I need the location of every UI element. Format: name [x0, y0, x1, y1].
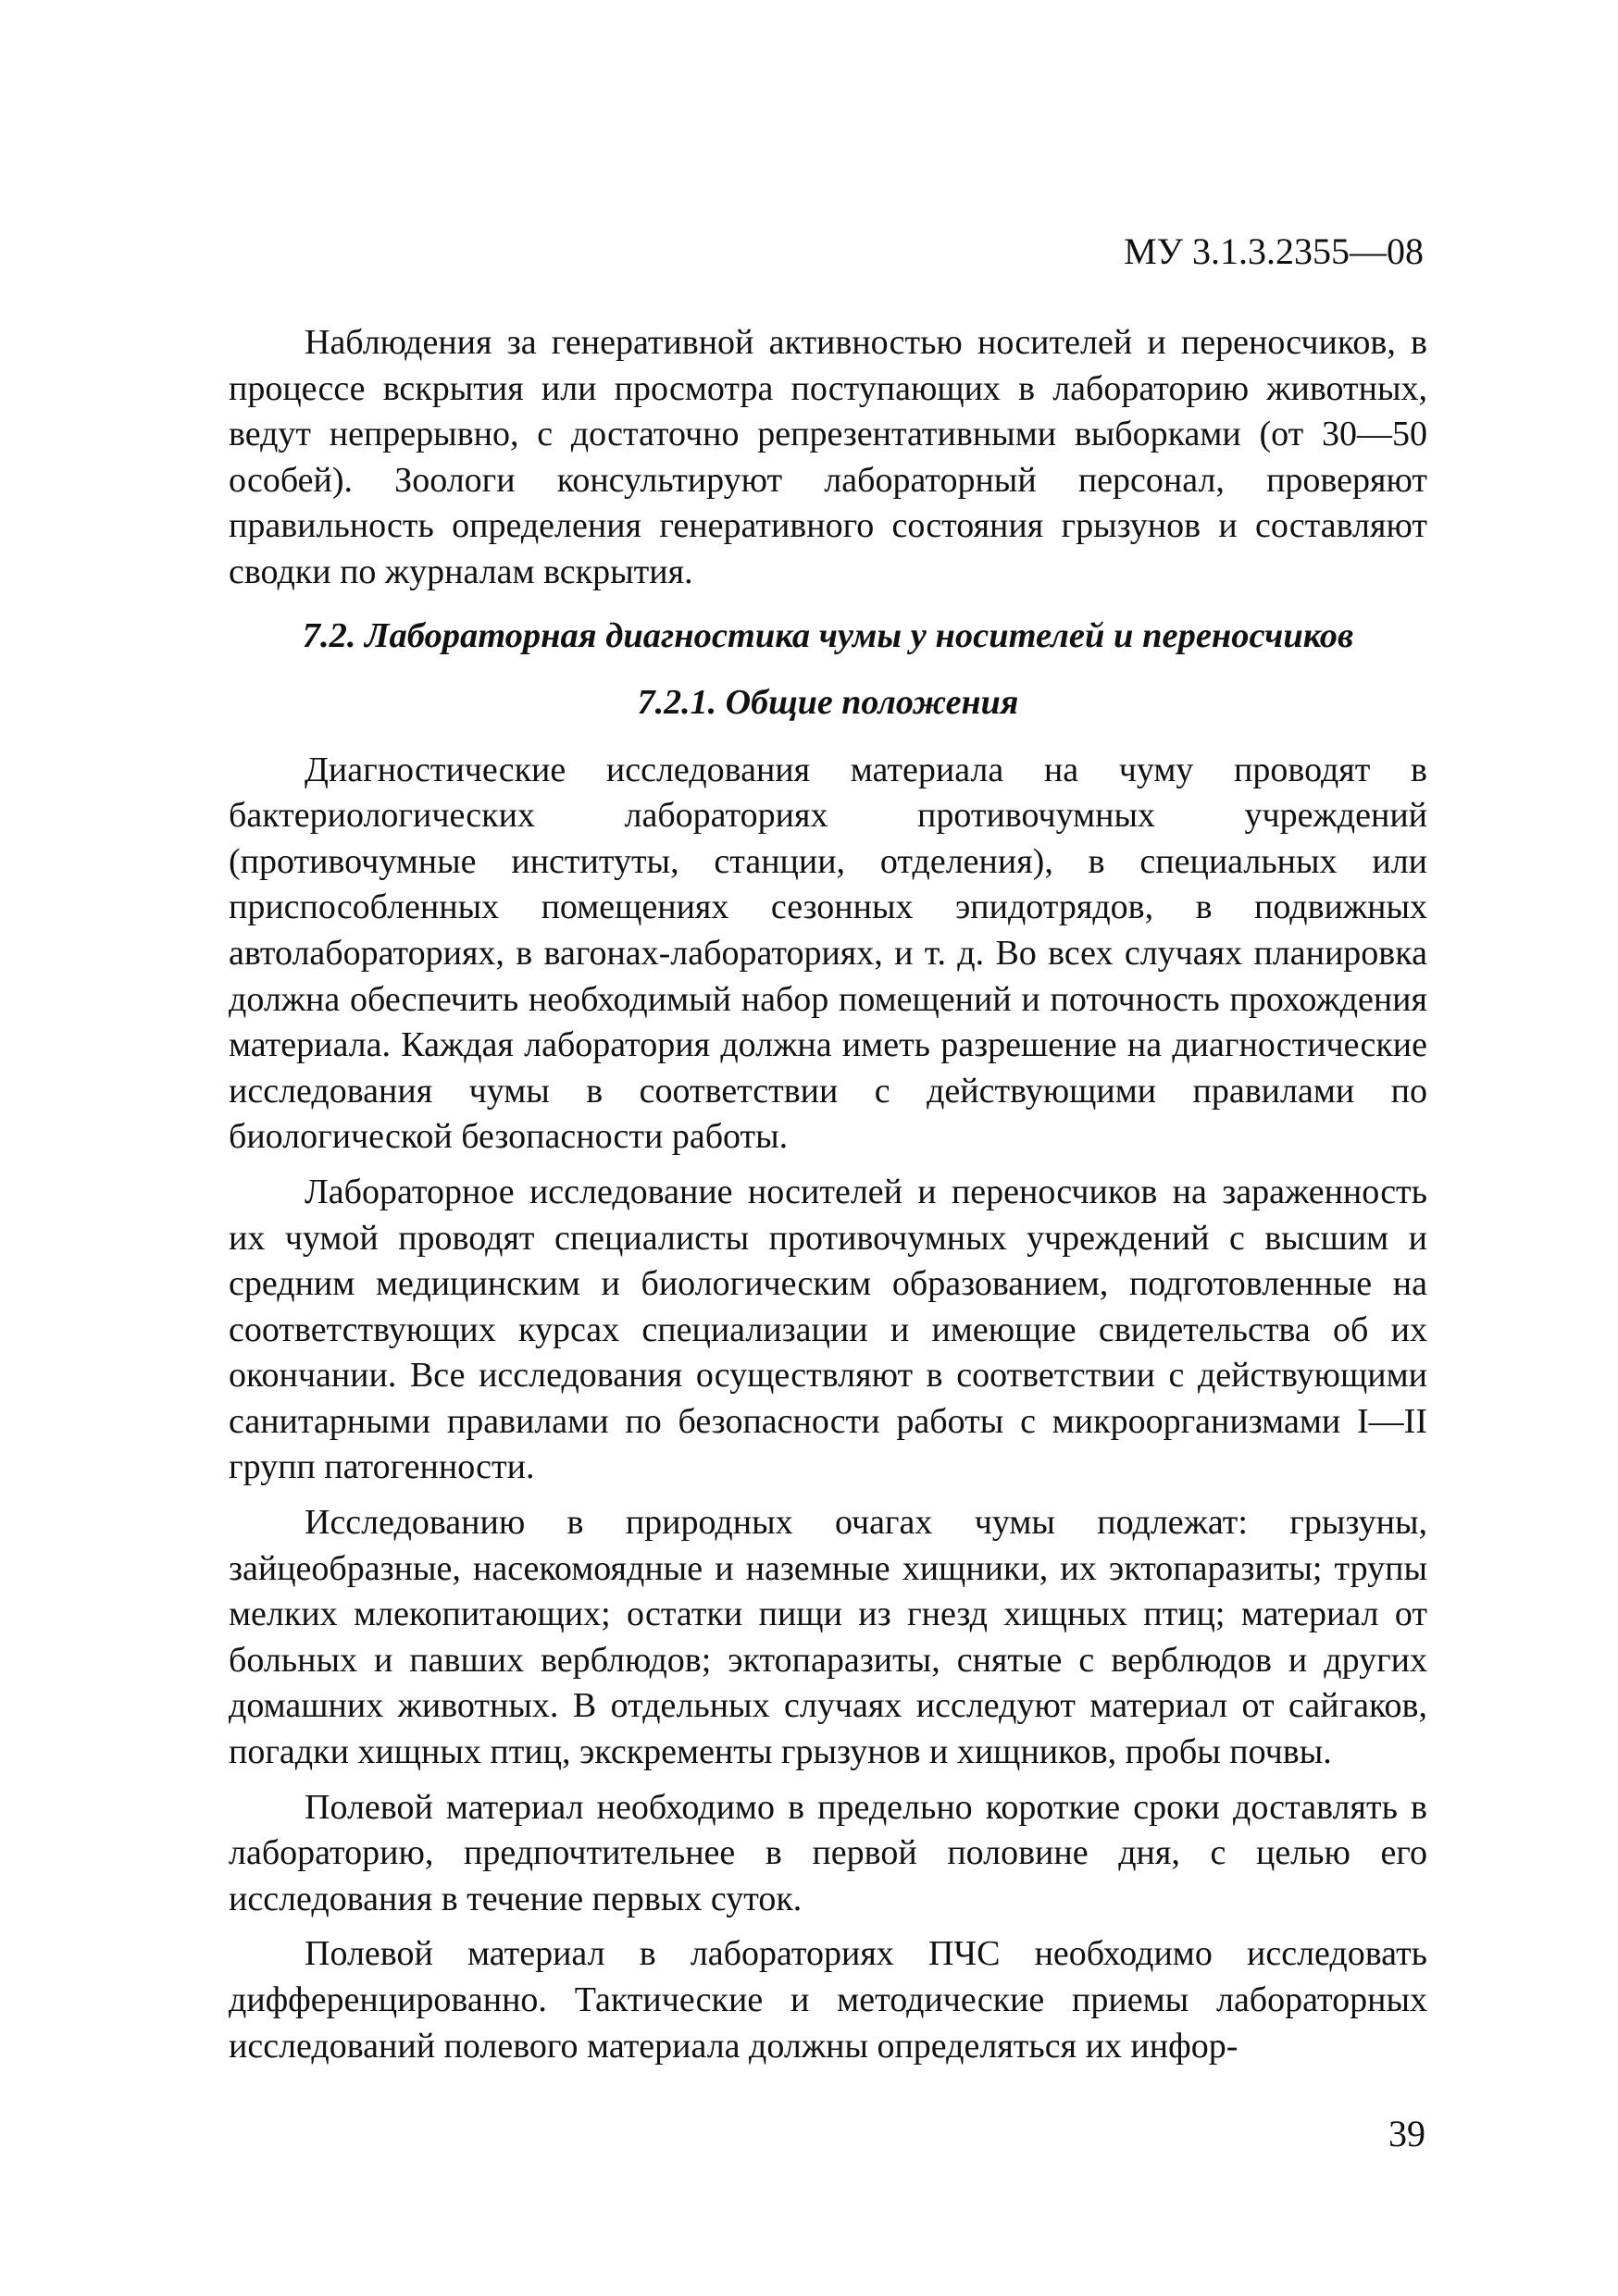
paragraph-diagnostic-labs: Диагностические исследования материала на чуму проводят в бактериологических лабораториях противочумных учреждений (противочумные институты, станции, отделения), в специальных или приспособленных помещениях сезонных эпидотрядов, в подвижных автолабораториях, в вагонах-лабораториях, и т. д. Во всех случаях планировка должна обеспечить необходимый набор помещений и поточность прохождения материала. Каждая лаборатория должна иметь разрешение на диагностические исследования чумы в соответствии с действующими правилами по биологической безопасности работы. [229, 750, 1427, 1157]
paragraph-delivery-terms: Полевой материал необходимо в предельно короткие сроки доставлять в лабораторию, предпочтительнее в первой половине дня, с целью его исследования в течение первых суток. [229, 1787, 1427, 1918]
paragraph-research-subjects: Исследованию в природных очагах чумы подлежат: грызуны, зайцеобразные, насекомоядные и наземные хищники, их эктопаразиты; трупы мелких млекопитающих; остатки пищи из гнезд хищных птиц; материал от больных и павших верблюдов; эктопаразиты, снятые с верблюдов и других домашних животных. В отдельных случаях исследуют материал от сайгаков, погадки хищных птиц, экскременты грызунов и хищников, пробы почвы. [229, 1503, 1427, 1772]
page-number: 39 [1388, 2113, 1425, 2154]
paragraph-specialists: Лабораторное исследование носителей и переносчиков на зараженность их чумой проводят специалисты противочумных учреждений с высшим и средним медицинским и биологическим образованием, подготовленные на соответствующих курсах специализации и имеющие свидетельства об их окончании. Все исследования осуществляют в соответствии с действующими санитарными правилами по безопасности работы с микроорганизмами I—II групп патогенности. [229, 1172, 1427, 1487]
page-content [229, 320, 1427, 2069]
paragraph-differentiated-study: Полевой материал в лабораториях ПЧС необходимо исследовать дифференцированно. Тактические и методические приемы лабораторных исследований полевого материала должны определяться их инфор- [229, 1934, 1427, 2066]
subsection-heading: 7.2.1. Общие положения [637, 682, 1019, 722]
section-heading: 7.2. Лабораторная диагностика чумы у носителей и переносчиков [302, 615, 1354, 655]
paragraph-observations: Наблюдения за генеративной активностью носителей и переносчиков, в процессе вскрытия или просмотра поступающих в лабораторию животных, ведут непрерывно, с достаточно репрезентативными выборками (от 30—50 особей). Зоологи консультируют лабораторный персонал, проверяют правильность определения генеративного состояния грызунов и составляют сводки по журналам вскрытия. [229, 323, 1427, 591]
document-code: МУ 3.1.3.2355—08 [1124, 230, 1424, 272]
